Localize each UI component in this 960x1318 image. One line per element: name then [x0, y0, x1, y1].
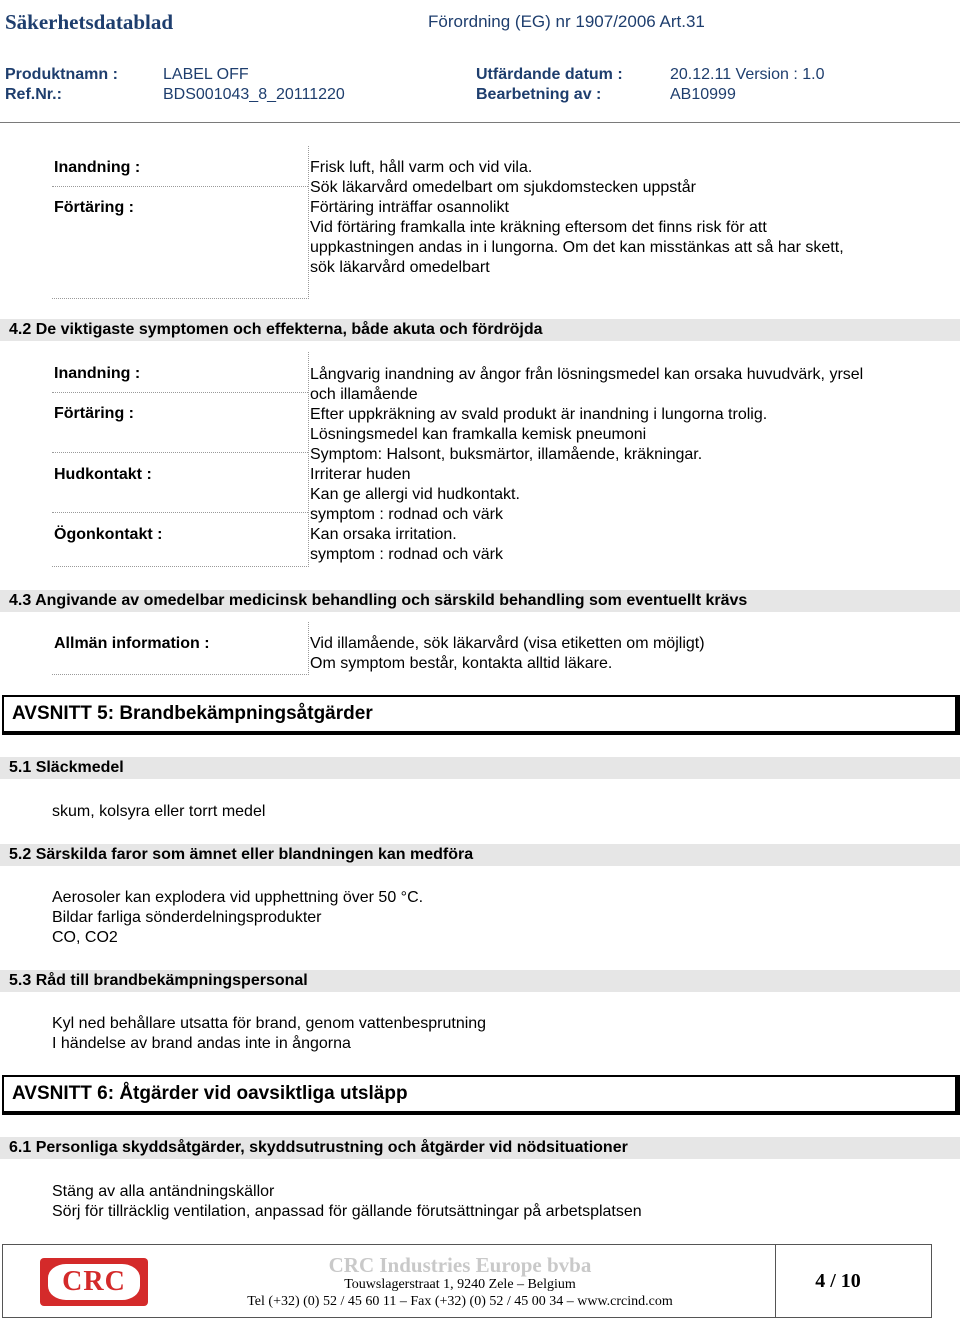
footer-divider: [775, 1244, 776, 1318]
label-inhalation: Inandning :: [54, 159, 141, 176]
company-contact: Tel (+32) (0) 52 / 45 60 11 – Fax (+32) (0) 52 / 45 00 34 – www.crcind.com: [247, 1294, 673, 1309]
company-name: CRC Industries Europe bvba: [328, 1253, 592, 1277]
subsection-heading-5-3: [0, 970, 960, 992]
text-line: Kan ge allergi vid hudkontakt.: [310, 486, 520, 503]
ref-label: Ref.Nr.:: [5, 86, 62, 103]
section-title: AVSNITT 5: Brandbekämpningsåtgärder: [12, 703, 373, 724]
text-line: symptom : rodnad och värk: [310, 506, 503, 523]
text-line: Aerosoler kan explodera vid upphettning över 50 °C.: [52, 889, 424, 906]
text-line: Frisk luft, håll varm och vid vila.: [310, 159, 533, 176]
general-info-label-box: [52, 622, 309, 675]
subsection-heading-6-1: [0, 1137, 960, 1159]
text-line: Kyl ned behållare utsatta för brand, genom vattenbesprutning: [52, 1015, 487, 1032]
processing-label: Bearbetning av :: [476, 86, 602, 103]
text-line: CO, CO2: [52, 929, 118, 946]
text-line: sök läkarvård omedelbart: [310, 259, 490, 276]
text-line: Symptom: Halsont, buksmärtor, illamående, kräkningar.: [310, 446, 703, 463]
text-line: Lösningsmedel kan framkalla kemisk pneumoni: [310, 426, 647, 443]
subsection-heading-4-2: [0, 319, 960, 341]
document-title: Säkerhetsdatablad: [5, 10, 174, 34]
text-line: Förtäring inträffar osannolikt: [310, 199, 509, 216]
section-heading-6: [2, 1075, 960, 1115]
text-line: Sök läkarvård omedelbart om sjukdomstecken uppstår: [310, 179, 696, 196]
heading-text: 5.3 Råd till brandbekämpningspersonal: [9, 972, 308, 989]
text-line: Långvarig inandning av ångor från lösningsmedel kan orsaka huvudvärk, yrsel: [310, 366, 864, 383]
text-line: Kan orsaka irritation.: [310, 526, 457, 543]
text-line: symptom : rodnad och värk: [310, 546, 503, 563]
subsection-heading-4-3: [0, 590, 960, 612]
logo-oval: [48, 1264, 140, 1300]
label-eye-contact: Ögonkontakt :: [54, 526, 163, 543]
text-line: Vid illamående, sök läkarvård (visa etiketten om möjligt): [310, 635, 705, 652]
personal-precautions-text: [52, 1182, 642, 1222]
issue-date: 20.12.11 Version : 1.0: [670, 66, 825, 83]
first-aid-label-box: [52, 146, 309, 299]
special-hazards-text: [52, 888, 423, 948]
text-line: Efter uppkräkning av svald produkt är inandning i lungorna trolig.: [310, 406, 768, 423]
heading-text: 5.1 Släckmedel: [9, 759, 124, 776]
symptoms-label-box: [52, 352, 309, 567]
issue-date-label: Utfärdande datum :: [476, 66, 623, 83]
label-separator: [52, 392, 308, 393]
text-line: och illamående: [310, 386, 418, 403]
header-divider: [0, 122, 960, 123]
text-line: Vid förtäring framkalla inte kräkning eftersom det finns risk för att: [310, 219, 767, 236]
text-line: Irriterar huden: [310, 466, 411, 483]
general-info-text: [310, 634, 705, 674]
section-title: AVSNITT 6: Åtgärder vid oavsiktliga utsläpp: [12, 1083, 408, 1104]
firefighter-advice-text: [52, 1014, 486, 1054]
company-address: Touwslagerstraat 1, 9240 Zele – Belgium: [344, 1277, 576, 1292]
text-line: skum, kolsyra eller torrt medel: [52, 803, 266, 820]
label-skin-contact: Hudkontakt :: [54, 466, 152, 483]
text-line: Om symptom består, kontakta alltid läkare.: [310, 655, 613, 672]
text-line: uppkastningen andas in i lungorna. Om det kan misstänkas att så har skett,: [310, 239, 844, 256]
text-line: I händelse av brand andas inte in ångorna: [52, 1035, 351, 1052]
label-ingestion: Förtäring :: [54, 405, 134, 422]
label-inhalation: Inandning :: [54, 365, 141, 382]
subsection-heading-5-2: [0, 844, 960, 866]
label-separator: [52, 186, 308, 187]
logo-text: CRC: [62, 1266, 126, 1297]
label-separator: [52, 452, 308, 453]
text-line: Bildar farliga sönderdelningsprodukter: [52, 909, 322, 926]
regulation-ref: Förordning (EG) nr 1907/2006 Art.31: [428, 12, 705, 31]
label-separator: [52, 512, 308, 513]
heading-text: 4.3 Angivande av omedelbar medicinsk behandling och särskild behandling som eventuellt krävs: [9, 592, 748, 609]
symptoms-text: [310, 365, 863, 565]
extinguishing-media-text: [52, 802, 265, 822]
text-line: Stäng av alla antändningskällor: [52, 1183, 275, 1200]
subsection-heading-5-1: [0, 757, 960, 779]
heading-text: 5.2 Särskilda faror som ämnet eller blandningen kan medföra: [9, 846, 474, 863]
product-name-label: Produktnamn :: [5, 66, 118, 83]
ref-number: BDS001043_8_20111220: [163, 86, 345, 103]
crc-logo: [40, 1258, 148, 1306]
product-name: LABEL OFF: [163, 66, 249, 83]
label-ingestion: Förtäring :: [54, 199, 134, 216]
heading-text: 6.1 Personliga skyddsåtgärder, skyddsutrustning och åtgärder vid nödsituationer: [9, 1139, 628, 1156]
processing-value: AB10999: [670, 86, 736, 103]
heading-text: 4.2 De viktigaste symptomen och effekterna, både akuta och fördröjda: [9, 321, 543, 338]
section-heading-5: [2, 695, 960, 735]
page-number: 4 / 10: [815, 1270, 861, 1292]
first-aid-text: [310, 158, 844, 278]
text-line: Sörj för tillräcklig ventilation, anpassad för gällande förutsättningar på arbetsplatsen: [52, 1203, 642, 1220]
label-general-info: Allmän information :: [54, 635, 210, 652]
